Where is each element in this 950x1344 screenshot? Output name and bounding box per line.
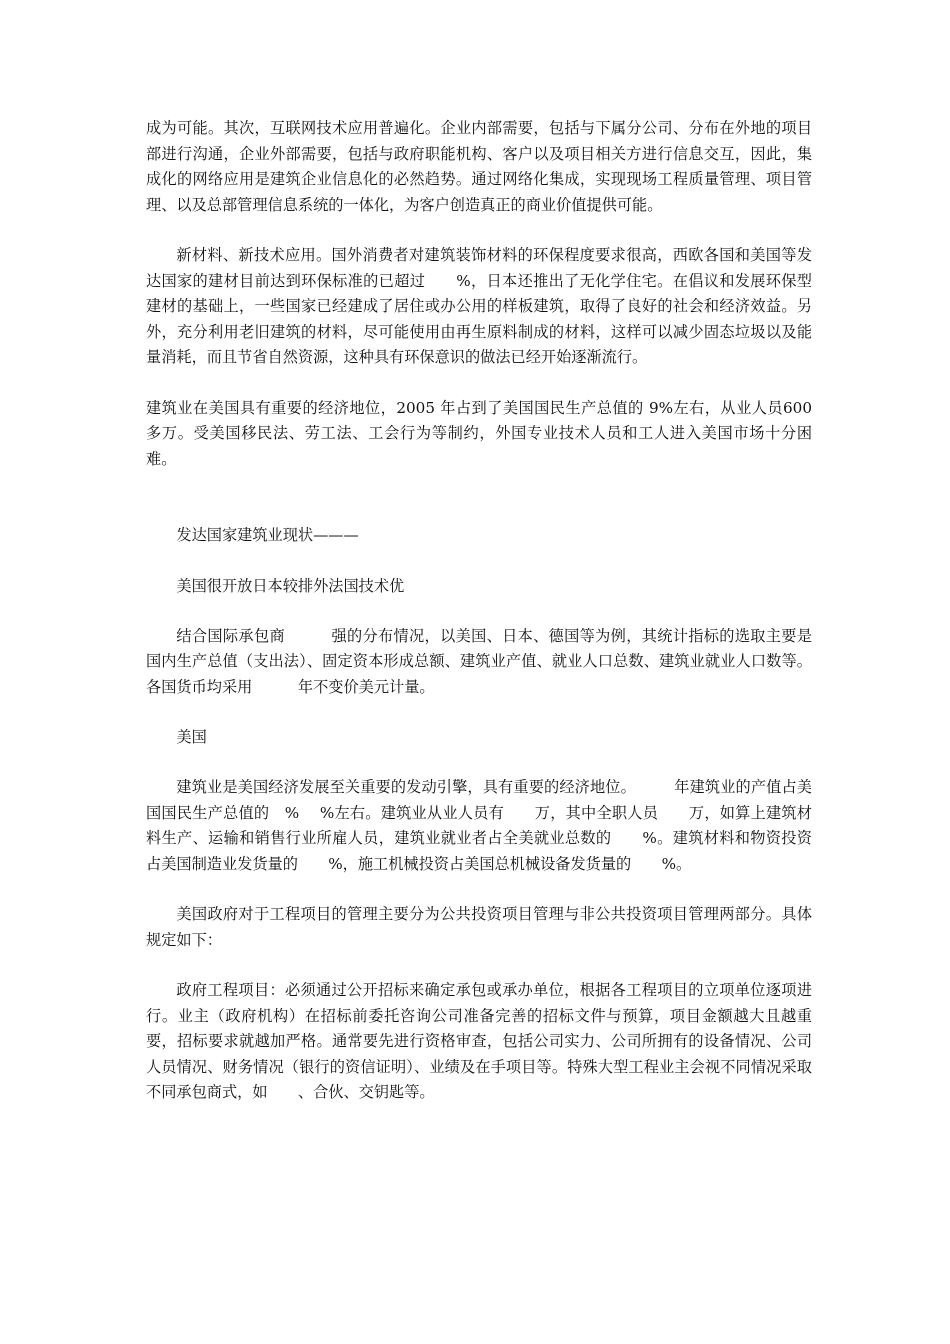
paragraph-gap xyxy=(146,599,812,624)
section-heading: 美国 xyxy=(176,728,207,747)
paragraph-gap xyxy=(146,700,812,725)
paragraph-gap xyxy=(146,751,812,776)
paragraph: 建筑业在美国具有重要的经济地位，2005 年占到了美国国民生产总值的 9%左右，从业人员600 多万。受美国移民法、劳工法、工会行为等制约，外国专业技术人员和工人进入美国市场十分困难。 xyxy=(146,398,817,468)
paragraph: 政府工程项目：必须通过公开招标来确定承包或承办单位，根据各工程项目的立项单位逐项进行。业主（政府机构）在招标前委托咨询公司准备完善的招标文件与预算，项目金额越大且越重要，招标要求就越加严格。通常要先进行资格审查，包括公司实力、公司所拥有的设备情况、公司人员情况、财务情况（银行的资信证明）、业绩及在手项目等。特殊大型工程业主会视不同情况采取不同承包商式，如 、合伙、交钥匙等。 xyxy=(146,981,812,1102)
paragraph-gap xyxy=(146,472,812,523)
paragraph: 新材料、新技术应用。国外消费者对建筑装饰材料的环保程度要求很高，西欧各国和美国等发达国家的建材目前达到环保标准的已超过 %，日本还推出了无化学住宅。在倡议和发展环保型建材的基础上，一些国家已经建成了居住或办公用的样板建筑，取得了良好的社会和经济效益。另外，充分利用老旧建筑的材料，尽可能使用由再生原料制成的材料，这样可以减少固态垃圾以及能量消耗，而且节省自然资源，这种具有环保意识的做法已经开始逐渐流行。 xyxy=(146,245,812,367)
paragraph-gap xyxy=(146,878,812,903)
paragraph-gap xyxy=(146,218,812,243)
paragraph: 建筑业是美国经济发展至关重要的发动引擎，具有重要的经济地位。 年建筑业的产值占美国国民生产总值的 % %左右。建筑业从业人员有 万，其中全职人员 万，如算上建筑材料生产、运输和销售行业所雇人员，建筑业就业者占全美就业总数的 %。建筑材料和物资投资占美国制造业发货量的 %，施工机械投资占美国总机械设备发货量的 %。 xyxy=(146,778,812,874)
section-heading: 发达国家建筑业现状——— xyxy=(176,526,359,545)
document-page xyxy=(146,116,817,1106)
paragraph: 美国政府对于工程项目的管理主要分为公共投资项目管理与非公共投资项目管理两部分。具体规定如下： xyxy=(146,905,812,949)
paragraph: 结合国际承包商 强的分布情况，以美国、日本、德国等为例，其统计指标的选取主要是国内生产总值（支出法）、固定资本形成总额、建筑业产值、就业人口总数、建筑业就业人口数等。各国货币均采用 年不变价美元计量。 xyxy=(146,626,812,696)
paragraph-gap xyxy=(146,549,812,574)
paragraph: 成为可能。其次，互联网技术应用普遍化。企业内部需要，包括与下属分公司、分布在外地的项目部进行沟通，企业外部需要，包括与政府职能机构、客户以及项目相关方进行信息交互，因此，集成化的网络应用是建筑企业信息化的必然趋势。通过网络化集成，实现现场工程质量管理、项目管理、以及总部管理信息系统的一体化，为客户创造真正的商业价值提供可能。 xyxy=(146,119,812,214)
paragraph-gap xyxy=(146,371,812,396)
paragraph-gap xyxy=(146,953,812,978)
section-heading: 美国很开放日本较排外法国技术优 xyxy=(176,576,405,595)
